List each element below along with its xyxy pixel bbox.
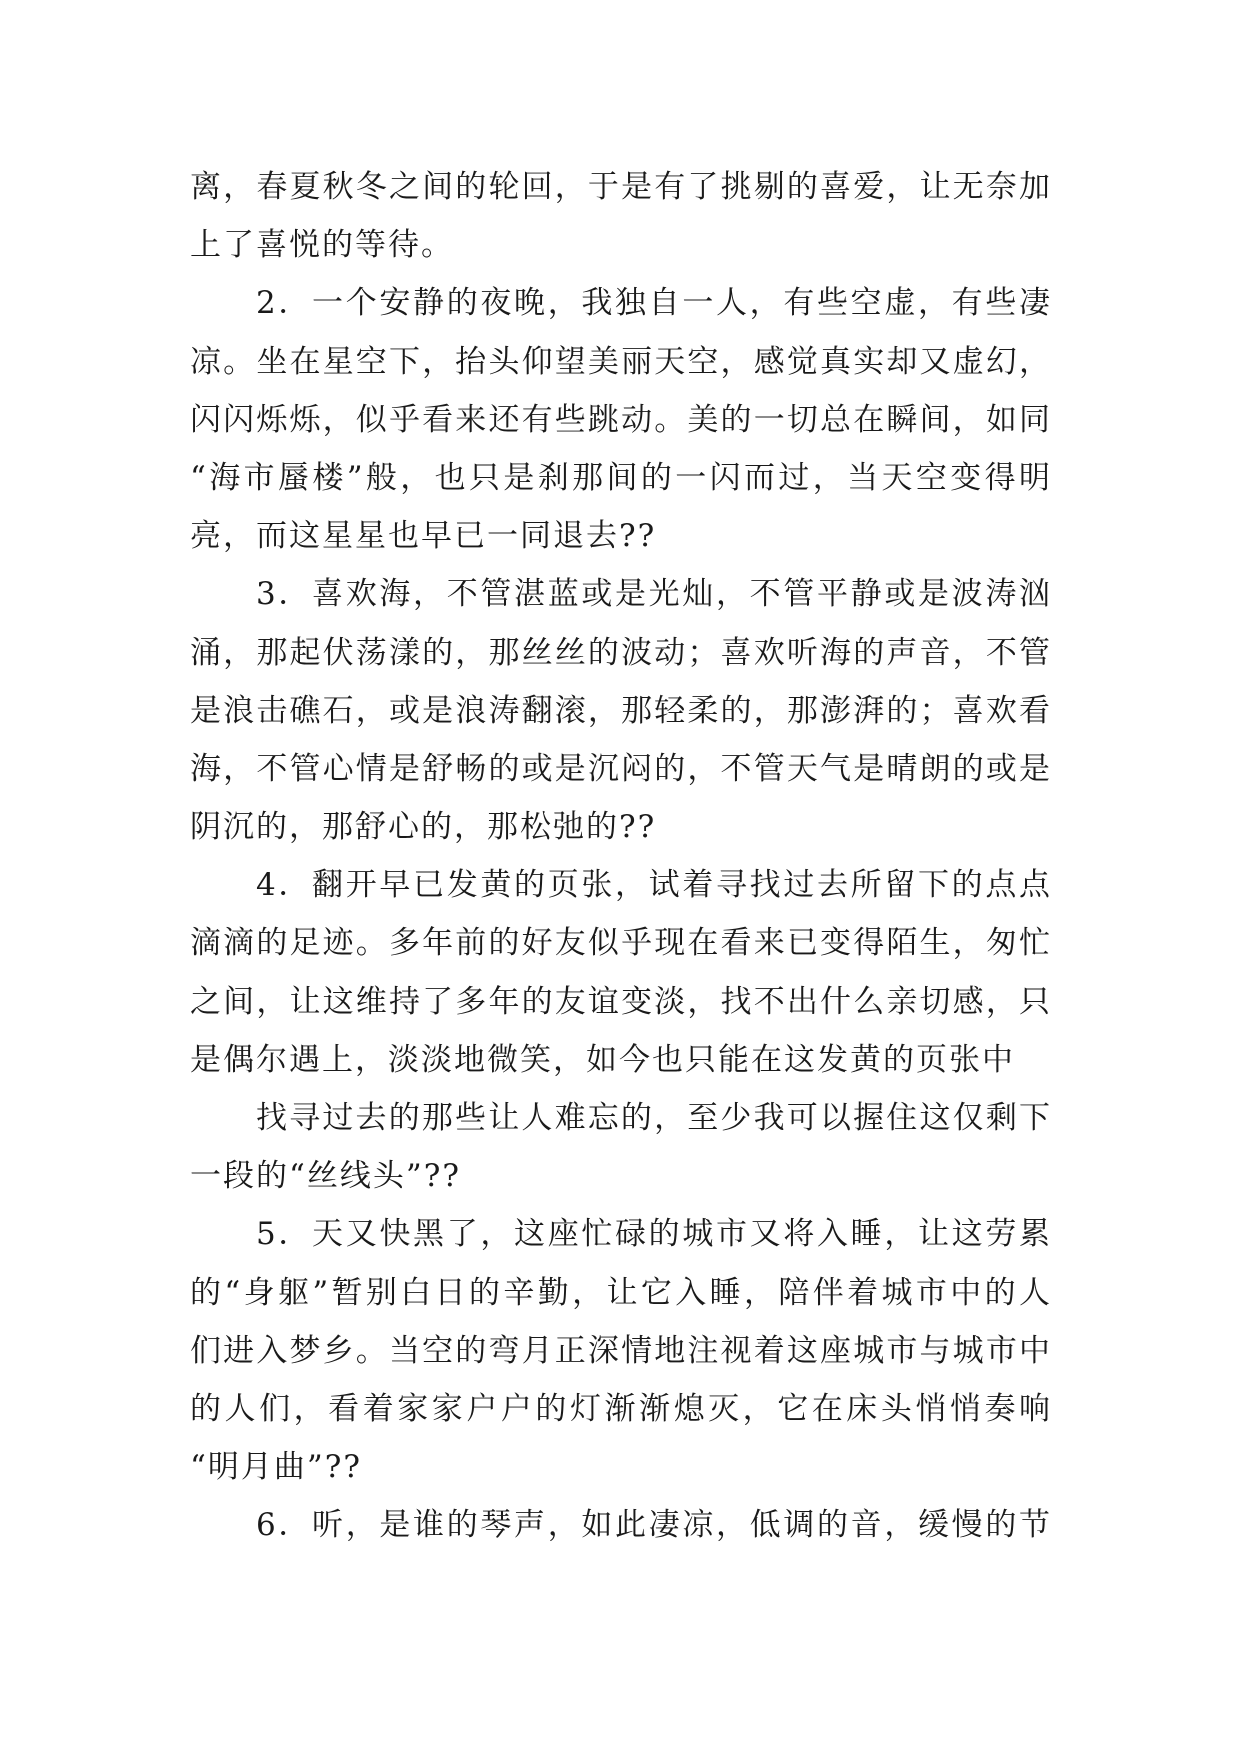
text-line: 是浪击礁石，或是浪涛翻滚，那轻柔的，那澎湃的；喜欢看: [190, 692, 1050, 729]
text-line: 凉。坐在星空下，抬头仰望美丽天空，感觉真实却又虚幻，: [190, 343, 1050, 380]
body-text: [190, 158, 1050, 1555]
text-line: 海，不管心情是舒畅的或是沉闷的，不管天气是晴朗的或是: [190, 750, 1050, 787]
text-line: 们进入梦乡。当空的弯月正深情地注视着这座城市与城市中: [190, 1332, 1050, 1369]
text-line: 离，春夏秋冬之间的轮回，于是有了挑剔的喜爱，让无奈加: [190, 169, 1050, 205]
paragraph-5-start: 5．天又快黑了，这座忙碌的城市又将入睡，让这劳累: [256, 1216, 1050, 1253]
text-line: “海市蜃楼”般，也只是刹那间的一闪而过，当天空变得明: [190, 459, 1050, 496]
text-line: 亮，而这星星也早已一同退去??: [190, 518, 657, 555]
text-line: “明月曲”??: [190, 1449, 362, 1486]
paragraph-4-start: 4．翻开早已发黄的页张，试着寻找过去所留下的点点: [256, 867, 1050, 904]
text-line: 之间，让这维持了多年的友谊变淡，找不出什么亲切感，只: [190, 983, 1050, 1020]
text-line: 闪闪烁烁，似乎看来还有些跳动。美的一切总在瞬间，如同: [190, 401, 1050, 438]
text-line: 上了喜悦的等待。: [190, 227, 454, 264]
text-line: 的人们，看着家家户户的灯渐渐熄灭，它在床头悄悄奏响: [190, 1390, 1050, 1427]
text-line: 是偶尔遇上，淡淡地微笑，如今也只能在这发黄的页张中: [190, 1041, 1015, 1078]
text-line: 涌，那起伏荡漾的，那丝丝的波动；喜欢听海的声音，不管: [190, 634, 1050, 671]
text-line: 滴滴的足迹。多年前的好友似乎现在看来已变得陌生，匆忙: [190, 925, 1050, 962]
text-line: 一段的“丝线头”??: [190, 1158, 461, 1195]
paragraph-continuation: 找寻过去的那些让人难忘的，至少我可以握住这仅剩下: [256, 1100, 1050, 1136]
paragraph-2-start: 2．一个安静的夜晚，我独自一人，有些空虚，有些凄: [256, 285, 1050, 322]
text-line: 的“身躯”暂别白日的辛勤，让它入睡，陪伴着城市中的人: [190, 1274, 1050, 1311]
paragraph-6-start: 6．听，是谁的琴声，如此凄凉，低调的音，缓慢的节: [256, 1507, 1050, 1544]
paragraph-3-start: 3．喜欢海，不管湛蓝或是光灿，不管平静或是波涛汹: [256, 576, 1050, 613]
text-line: 阴沉的，那舒心的，那松弛的??: [190, 809, 657, 846]
